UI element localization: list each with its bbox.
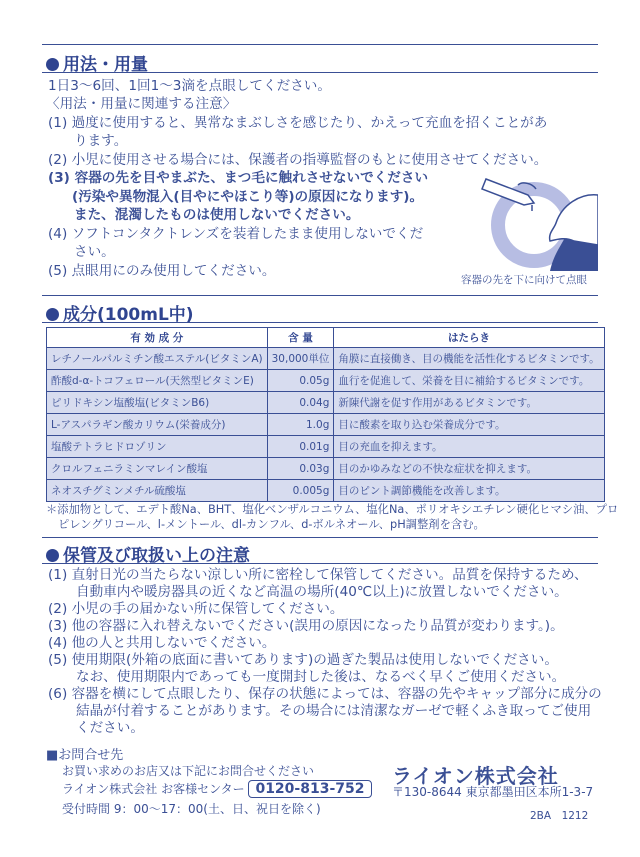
- column-header: はたらき: [334, 328, 604, 348]
- storage-line: (2) 小児の手の届かない所に保管してください。: [48, 601, 344, 617]
- ingredient-name: ピリドキシン塩酸塩(ビタミンB6): [47, 392, 268, 414]
- ingredient-effect: 血行を促進して、栄養を目に補給するビタミンです。: [334, 370, 604, 392]
- customer-center-label: ライオン株式会社 お客様センター: [62, 782, 245, 796]
- contact-line: お買い求めのお店又は下記にお問合せください: [62, 764, 315, 778]
- ingredient-name: レチノールパルミチン酸エステル(ビタミンA): [47, 348, 268, 370]
- bullet-icon: [46, 308, 59, 321]
- ingredient-amount: 30,000単位: [267, 348, 334, 370]
- usage-line: (5) 点眼用にのみ使用してください。: [48, 263, 276, 279]
- storage-line: 結晶が付着することがあります。その場合には清潔なガーゼで軽くふき取ってご使用: [76, 703, 592, 719]
- ingredient-name: L-アスパラギン酸カリウム(栄養成分): [47, 414, 268, 436]
- table-header-row: [47, 328, 605, 348]
- usage-line-bold: (汚染や異物混入(目やにやほこり等)の原因になります)。: [72, 189, 424, 205]
- company-address: 〒130-8644 東京都墨田区本所1-3-7: [392, 785, 594, 799]
- storage-line: ください。: [76, 720, 144, 736]
- storage-line: (5) 使用期限(外箱の底面に書いてあります)の過ぎた製品は使用しないでください。: [48, 652, 558, 668]
- ingredients-section-title: 成分(100mL中): [46, 300, 194, 325]
- storage-rule-top: [42, 537, 598, 538]
- ingredients-table: [46, 327, 605, 502]
- ingredient-name: クロルフェニラミンマレイン酸塩: [47, 458, 268, 480]
- usage-line: (4) ソフトコンタクトレンズを装着したまま使用しないでくだ: [48, 226, 424, 242]
- contact-customer-center: [62, 780, 372, 797]
- usage-line: 1日3～6回、1回1～3滴を点眼してください。: [48, 78, 331, 94]
- usage-section-title: 用法・用量: [46, 50, 148, 75]
- ingredient-effect: 角膜に直接働き、目の機能を活性化するビタミンです。: [334, 348, 604, 370]
- illustration-caption: 容器の先を下に向けて点眼: [461, 274, 587, 286]
- usage-line: (2) 小児に使用させる場合には、保護者の指導監督のもとに使用させてください。: [48, 152, 548, 168]
- column-header: 含 量: [267, 328, 334, 348]
- ingredient-name: 塩酸テトラヒドロゾリン: [47, 436, 268, 458]
- ingredient-amount: 1.0g: [267, 414, 334, 436]
- ingredient-amount: 0.04g: [267, 392, 334, 414]
- table-row: [47, 458, 605, 480]
- usage-line: ります。: [74, 133, 128, 149]
- ingredient-amount: 0.05g: [267, 370, 334, 392]
- table-row: [47, 348, 605, 370]
- ingredients-rule: [42, 322, 598, 323]
- additives-note: ＊添加物として、エデト酸Na、BHT、塩化ベンザルコニウム、塩化Na、ポリオキシエチレン硬化ヒマシ油、プロ: [46, 503, 619, 516]
- table-row: [47, 370, 605, 392]
- storage-line: なお、使用期限内であっても一度開封した後は、なるべく早くご使用ください。: [76, 669, 566, 685]
- company-logo-text: ライオン株式会社: [392, 764, 559, 788]
- ingredient-amount: 0.005g: [267, 480, 334, 502]
- ingredient-name: ネオスチグミンメチル硫酸塩: [47, 480, 268, 502]
- table-row: [47, 436, 605, 458]
- storage-line: (3) 他の容器に入れ替えないでください(誤用の原因になったり品質が変わります。)。: [48, 618, 564, 634]
- ingredient-effect: 目の充血を抑えます。: [334, 436, 604, 458]
- usage-line: 〈用法・用量に関連する注意〉: [46, 96, 237, 112]
- ingredient-effect: 目に酸素を取り込む栄養成分です。: [334, 414, 604, 436]
- phone-number: 0120-813-752: [248, 780, 371, 798]
- table-row: [47, 414, 605, 436]
- table-row: [47, 392, 605, 414]
- ingredient-amount: 0.01g: [267, 436, 334, 458]
- storage-line: (6) 容器を横にして点眼したり、保存の状態によっては、容器の先やキャップ部分に成分の: [48, 686, 602, 702]
- ingredient-effect: 目のかゆみなどの不快な症状を抑えます。: [334, 458, 604, 480]
- storage-rule: [42, 563, 598, 564]
- ingredient-amount: 0.03g: [267, 458, 334, 480]
- usage-line: (1) 過度に使用すると、異常なまぶしさを感じたり、かえって充血を招くことがあ: [48, 115, 548, 131]
- top-rule: [42, 44, 598, 45]
- ingredient-name: 酢酸d-α-トコフェロール(天然型ビタミンE): [47, 370, 268, 392]
- storage-line: (4) 他の人と共用しないでください。: [48, 635, 276, 651]
- contact-title: ■お問合せ先: [46, 748, 124, 763]
- storage-section-title: 保管及び取扱い上の注意: [46, 541, 250, 566]
- additives-note: ピレングリコール、l-メントール、dl-カンフル、d-ボルネオール、pH調整剤を含む。: [58, 518, 485, 531]
- column-header: 有 効 成 分: [47, 328, 268, 348]
- storage-line: 自動車内や暖房器具の近くなど高温の場所(40℃以上)に放置しないでください。: [76, 584, 568, 600]
- usage-line-bold: また、混濁したものは使用しないでください。: [74, 207, 360, 223]
- ingredient-effect: 目のピント調節機能を改善します。: [334, 480, 604, 502]
- ingredient-effect: 新陳代謝を促す作用があるビタミンです。: [334, 392, 604, 414]
- storage-line: (1) 直射日光の当たらない涼しい所に密栓して保管してください。品質を保持するため、: [48, 567, 588, 583]
- ingredients-rule-top: [42, 295, 598, 296]
- bullet-icon: [46, 549, 59, 562]
- bullet-icon: [46, 58, 59, 71]
- usage-rule: [42, 72, 598, 73]
- contact-hours: 受付時間 9：00～17：00(土、日、祝日を除く): [62, 802, 321, 816]
- usage-line: さい。: [74, 244, 115, 260]
- usage-line-bold: (3) 容器の先を目やまぶた、まつ毛に触れさせないでください: [48, 170, 429, 186]
- table-row: [47, 480, 605, 502]
- lot-code: 2BA 1212: [530, 810, 589, 822]
